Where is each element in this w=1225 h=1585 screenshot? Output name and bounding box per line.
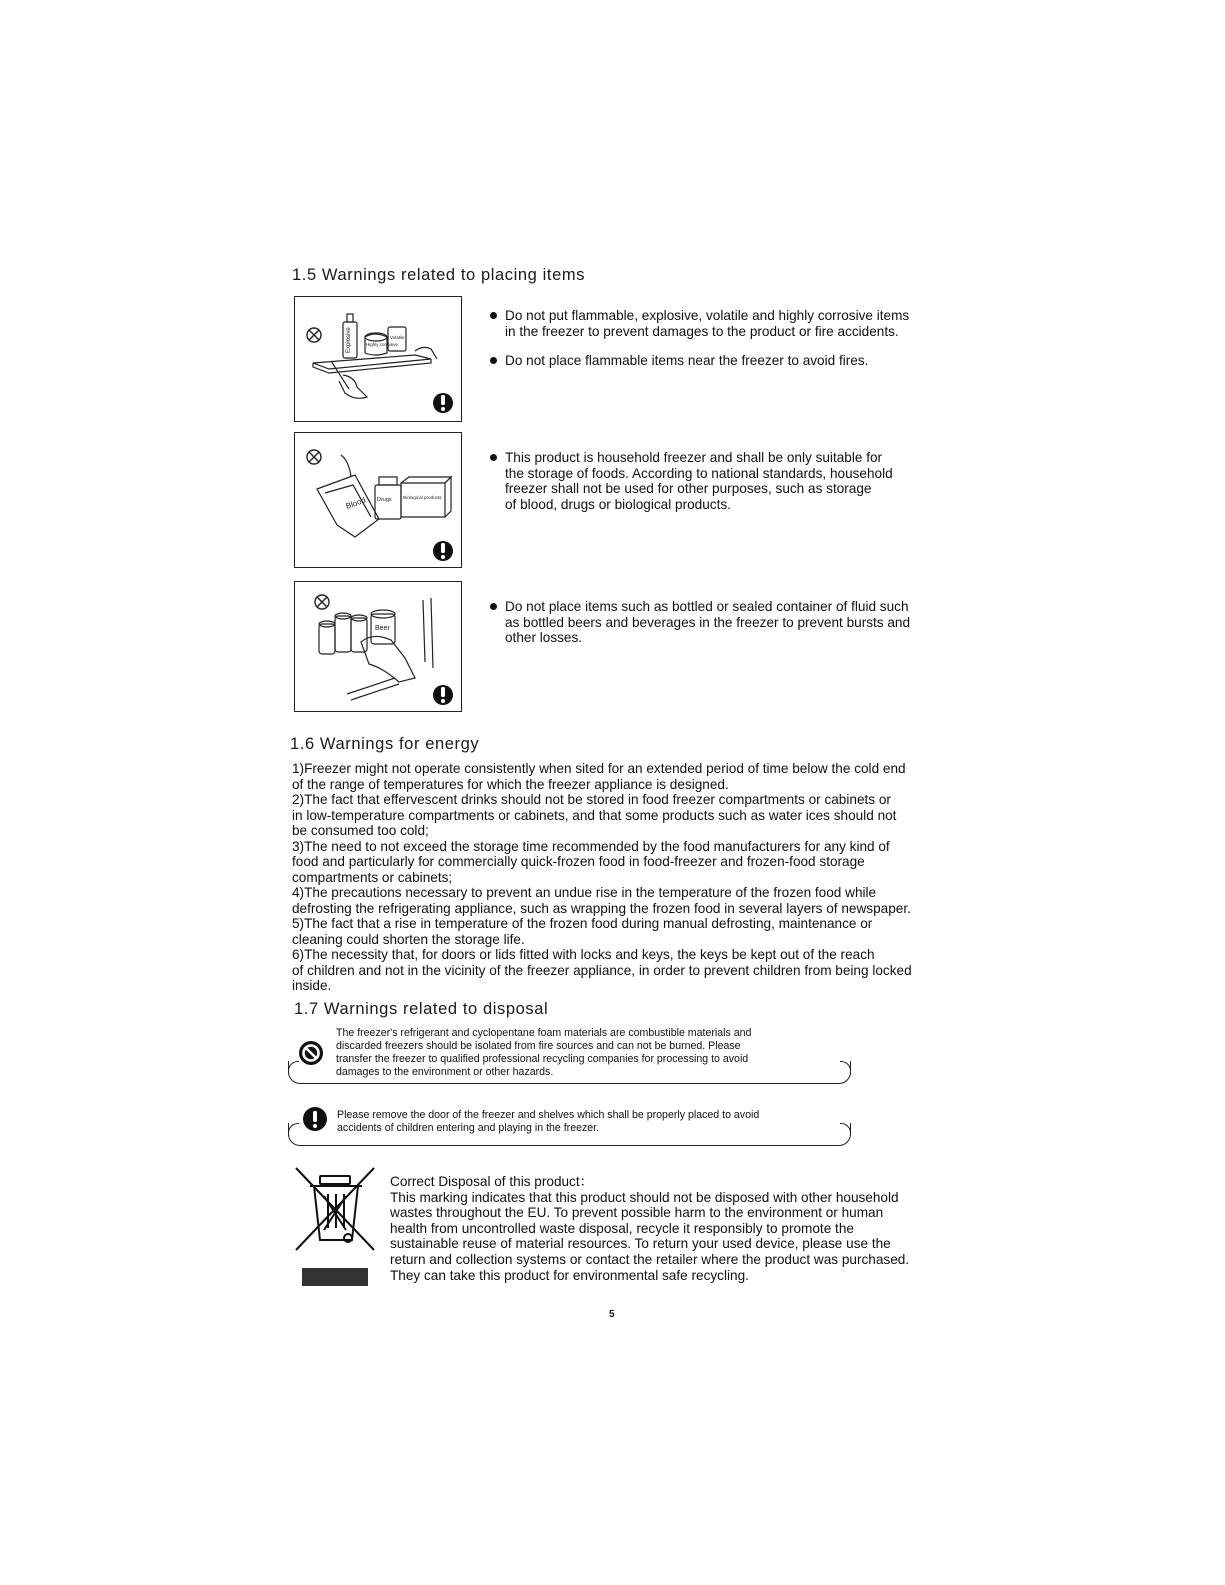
notice-line: The freezer's refrigerant and cyclopentane foam materials are combustible materials and bbox=[336, 1027, 752, 1039]
disposal-notice-children bbox=[288, 1104, 851, 1146]
disposal-notice-combustible bbox=[288, 1024, 851, 1084]
energy-line: 4)The precautions necessary to prevent an undue rise in the temperature of the frozen food while bbox=[292, 885, 877, 900]
energy-line: food and particularly for commercially quick-frozen food in food-freezer and frozen-food storage bbox=[292, 854, 865, 869]
page-number: 5 bbox=[609, 1309, 615, 1320]
bullets-group-3 bbox=[488, 599, 938, 646]
weee-disposal-text bbox=[390, 1174, 930, 1283]
energy-line: inside. bbox=[292, 978, 332, 993]
weee-line: They can take this product for environmental safe recycling. bbox=[390, 1267, 749, 1283]
label-drugs: Drugs bbox=[377, 497, 392, 503]
energy-line: of children and not in the vicinity of the freezer appliance, in order to prevent children from being locked bbox=[292, 962, 912, 978]
warning-exclamation-icon bbox=[433, 685, 453, 705]
notice-line: transfer the freezer to qualified professional recycling companies for processing to avoid bbox=[336, 1053, 749, 1065]
label-beer: Beer bbox=[375, 625, 390, 632]
energy-line: 3)The need to not exceed the storage time recommended by the food manufacturers for any kind of bbox=[292, 838, 890, 854]
illustration-flammable-items bbox=[294, 296, 462, 422]
energy-line: 6)The necessity that, for doors or lids fitted with locks and keys, the keys be kept out of the reach bbox=[292, 947, 875, 962]
energy-line: compartments or cabinets; bbox=[292, 869, 453, 885]
warning-exclamation-icon bbox=[433, 393, 453, 413]
energy-line: cleaning could shorten the storage life. bbox=[292, 931, 525, 947]
section-1-7-heading: 1.7 Warnings related to disposal bbox=[294, 1000, 549, 1018]
weee-line: wastes throughout the EU. To prevent possible harm to the environment or human bbox=[390, 1205, 884, 1221]
energy-warnings-text bbox=[292, 761, 932, 994]
energy-line: in low-temperature compartments or cabinets, and that some products such as water ices should not bbox=[292, 807, 897, 823]
bullets-group-2 bbox=[488, 450, 938, 512]
bullet-item: Do not put flammable, explosive, volatile and highly corrosive items in the freezer to prevent damages to the product or fire accidents. bbox=[488, 308, 938, 339]
energy-line: be consumed too cold; bbox=[292, 823, 429, 838]
label-highly-corrosive: Highly corrosive bbox=[366, 342, 399, 347]
bullets-group-1 bbox=[488, 308, 938, 369]
illustration-bottled-beers bbox=[294, 581, 462, 712]
weee-title: Correct Disposal of this product： bbox=[390, 1174, 594, 1189]
illustration-blood-drugs bbox=[294, 432, 462, 568]
bullet-item: Do not place items such as bottled or sealed container of fluid such as bottled beers and beverages in the freezer to prevent bursts and other losses. bbox=[488, 599, 938, 646]
label-blood: Blood bbox=[344, 495, 367, 511]
energy-line: 2)The fact that effervescent drinks should not be stored in food freezer compartments or cabinets or bbox=[292, 792, 891, 807]
no-symbol-icon bbox=[298, 1040, 324, 1066]
weee-line: health from uncontrolled waste disposal, recycle it responsibly to promote the bbox=[390, 1220, 854, 1236]
section-1-6-heading: 1.6 Warnings for energy bbox=[290, 735, 480, 753]
notice-line: damages to the environment or other hazards. bbox=[336, 1066, 554, 1078]
energy-line: 1)Freezer might not operate consistently when sited for an extended period of time below the cold end bbox=[292, 761, 906, 776]
bullet-item: Do not place flammable items near the freezer to avoid fires. bbox=[488, 353, 938, 369]
label-explosive: Explosive bbox=[346, 327, 352, 353]
label-volatile: Volatile bbox=[390, 335, 405, 340]
prohibited-icon bbox=[315, 595, 329, 609]
notice-line: Please remove the door of the freezer and shelves which shall be properly placed to avoid bbox=[337, 1109, 760, 1121]
label-biological-products: Biological products bbox=[403, 495, 442, 500]
warning-exclamation-icon bbox=[433, 541, 453, 561]
energy-line: of the range of temperatures for which the freezer appliance is designed. bbox=[292, 776, 729, 792]
crossed-out-wheelie-bin-icon bbox=[294, 1166, 378, 1288]
weee-line: return and collection systems or contact the retailer where the product was purchased. bbox=[390, 1251, 910, 1267]
notice-line: discarded freezers should be isolated from fire sources and can not be burned. Please bbox=[336, 1040, 741, 1052]
prohibited-icon bbox=[307, 328, 321, 342]
bullet-item: This product is household freezer and shall be only suitable for the storage of foods. According to national standards, household freezer shall not be used for other purposes, such as storage of blood, drugs or biological products. bbox=[488, 450, 938, 512]
weee-line: sustainable reuse of material resources. To return your used device, please use the bbox=[390, 1236, 891, 1252]
warning-exclamation-icon bbox=[302, 1106, 328, 1132]
prohibited-icon bbox=[307, 450, 321, 464]
notice-line: accidents of children entering and playing in the freezer. bbox=[337, 1122, 600, 1134]
energy-line: defrosting the refrigerating appliance, such as wrapping the frozen food in several layers of newspaper. bbox=[292, 900, 911, 916]
weee-line: This marking indicates that this product should not be disposed with other household bbox=[390, 1189, 899, 1205]
energy-line: 5)The fact that a rise in temperature of the frozen food during manual defrosting, maintenance or bbox=[292, 916, 873, 931]
section-1-5-heading: 1.5 Warnings related to placing items bbox=[292, 266, 586, 284]
